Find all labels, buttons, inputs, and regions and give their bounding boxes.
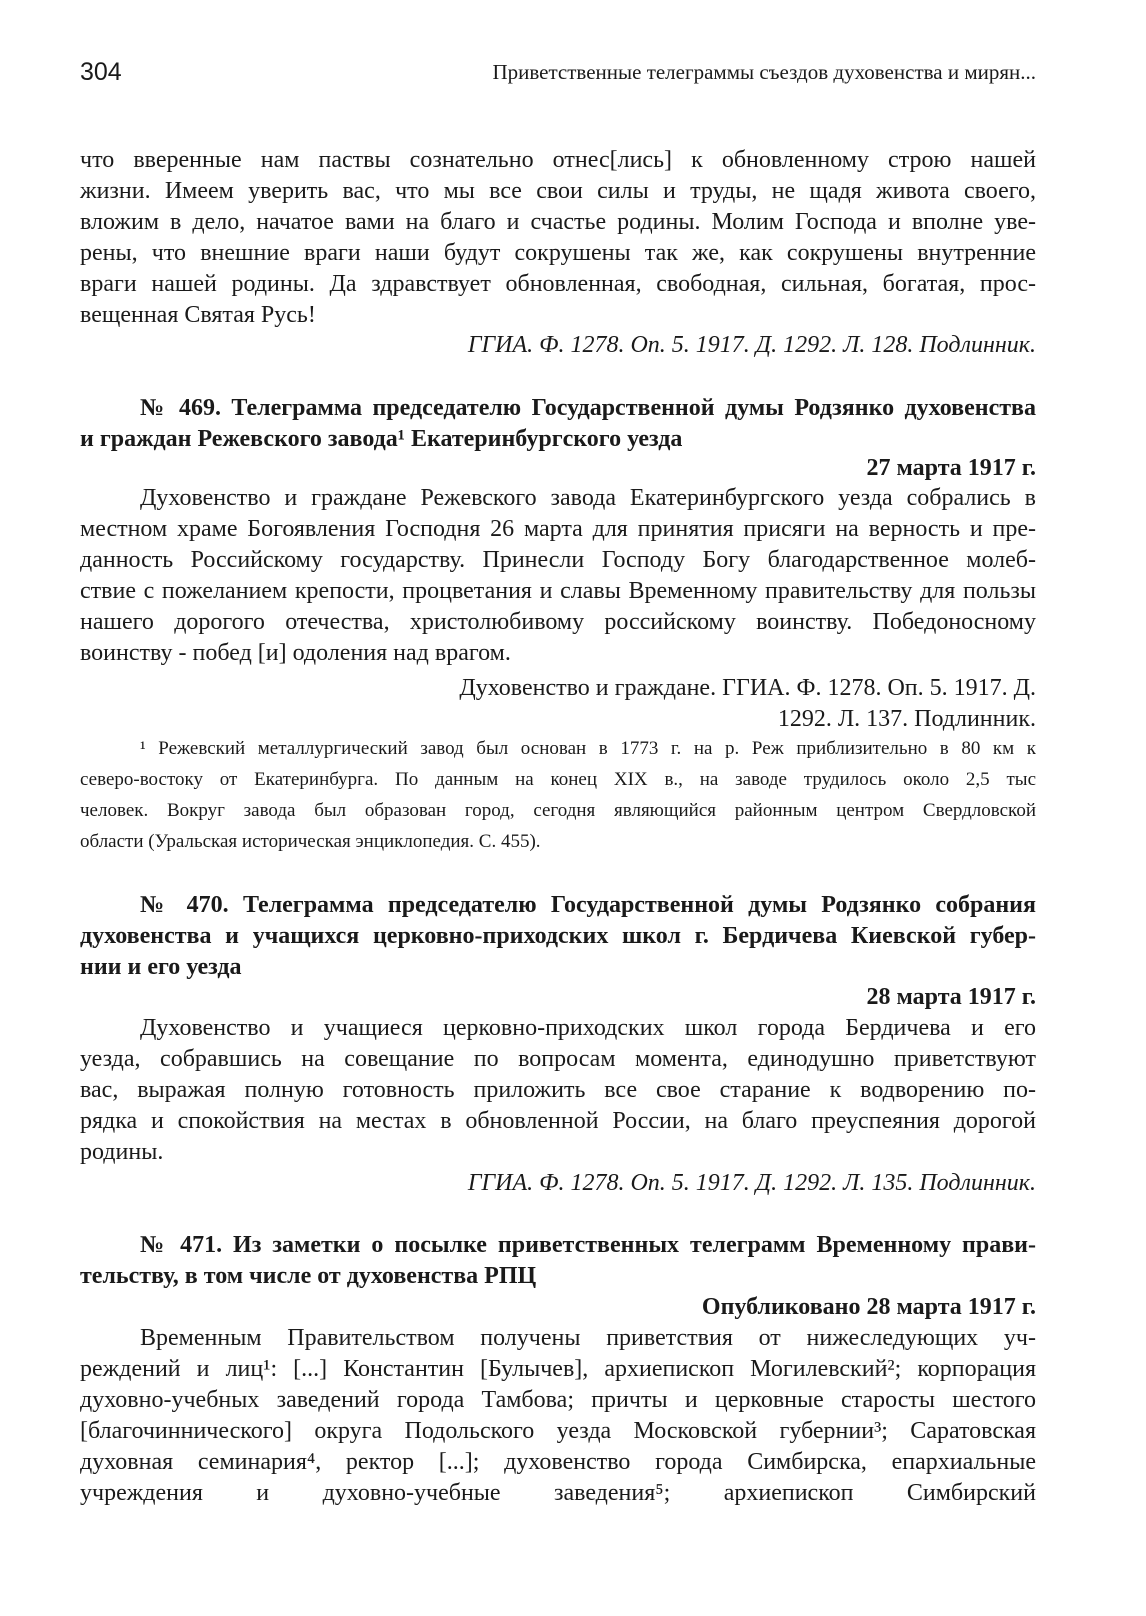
text-line: реждений и лиц¹: [...] Константин [Булычев], архиепископ Могилевский²; корпорация <box>80 1356 1036 1382</box>
text-line: № 470. Телеграмма председателю Государственной думы Родзянко собрания <box>140 892 1036 918</box>
text-line: 28 марта 1917 г. <box>866 984 1036 1010</box>
section-src1 <box>80 330 1036 361</box>
text-line: родины. <box>80 1139 164 1165</box>
text-line: Духовенство и учащиеся церковно-приходских школ города Бердичева и его <box>140 1015 1036 1041</box>
text-line: № 471. Из заметки о посылке приветственных телеграмм Временному прави- <box>140 1232 1036 1258</box>
text-line: жизни. Имеем уверить вас, что мы все свои силы и труды, не щадя живота своего, <box>80 178 1036 204</box>
text-line: рядка и спокойствия на местах в обновленной России, на благо преуспеяния дорогой <box>80 1108 1036 1134</box>
section-d471 <box>80 1292 1036 1323</box>
text-line: Духовенство и граждане. ГГИА. Ф. 1278. Оп. 5. 1917. Д. <box>459 675 1036 701</box>
text-line: местном храме Богоявления Господня 26 марта для принятия присяги на верность и пре- <box>80 516 1036 542</box>
text-line: вас, выражая полную готовность приложить все свое старание к водворению по- <box>80 1077 1036 1103</box>
text-line: духовно-учебных заведений города Тамбова; причты и церковные старосты шестого <box>80 1387 1036 1413</box>
text-line: ¹ Режевский металлургический завод был основан в 1773 г. на р. Реж приблизительно в 80 км к <box>140 738 1036 759</box>
text-line: № 469. Телеграмма председателю Государственной думы Родзянко духовенства <box>140 395 1036 421</box>
section-p1 <box>80 145 1036 331</box>
text-line: нии и его уезда <box>80 954 242 980</box>
section-d469 <box>80 453 1036 484</box>
text-line: данность Российскому государству. Принесли Господу Богу благодарственное молеб- <box>80 547 1036 573</box>
text-line: [благочиннического] округа Подольского уезда Московской губернии³; Саратовская <box>80 1418 1036 1444</box>
section-h470 <box>80 890 1036 983</box>
text-line: духовенства и учащихся церковно-приходских школ г. Бердичева Киевской губер- <box>80 923 1036 949</box>
section-fn469 <box>80 733 1036 857</box>
text-line: духовная семинария⁴, ректор [...]; духовенство города Симбирска, епархиальные <box>80 1449 1036 1475</box>
text-line: ГГИА. Ф. 1278. Оп. 5. 1917. Д. 1292. Л. 128. Подлинник. <box>467 332 1036 358</box>
section-h471 <box>80 1230 1036 1292</box>
text-line: северо-востоку от Екатеринбурга. По данным на конец XIX в., на заводе трудилось около 2,5 тыс <box>80 769 1036 790</box>
text-line: 1292. Л. 137. Подлинник. <box>777 706 1036 732</box>
section-h469 <box>80 393 1036 455</box>
text-line: тельству, в том числе от духовенства РПЦ <box>80 1263 537 1289</box>
page-number: 304 <box>80 58 122 86</box>
text-line: воинству - побед [и] одоления над врагом. <box>80 640 511 666</box>
text-line: Духовенство и граждане Режевского завода Екатеринбургского уезда собрались в <box>140 485 1036 511</box>
section-d470 <box>80 982 1036 1013</box>
section-src470 <box>80 1168 1036 1199</box>
text-line: Временным Правительством получены приветствия от нижеследующих уч- <box>140 1325 1036 1351</box>
section-p469 <box>80 483 1036 669</box>
text-line: уезда, собравшись на совещание по вопросам момента, единодушно приветствуют <box>80 1046 1036 1072</box>
text-line: что вверенные нам паствы сознательно отнес[лись] к обновленному строю нашей <box>80 147 1036 173</box>
text-line: ГГИА. Ф. 1278. Оп. 5. 1917. Д. 1292. Л. 135. Подлинник. <box>467 1170 1036 1196</box>
text-line: и граждан Режевского завода¹ Екатеринбургского уезда <box>80 426 683 452</box>
text-line: 27 марта 1917 г. <box>866 455 1036 481</box>
text-line: нашего дорогого отечества, христолюбивому российскому воинству. Победоносному <box>80 609 1036 635</box>
text-line: человек. Вокруг завода был образован город, сегодня являющийся районным центром Свердловской <box>80 800 1036 821</box>
section-p470 <box>80 1013 1036 1168</box>
text-line: вещенная Святая Русь! <box>80 302 316 328</box>
section-src469 <box>80 673 1036 735</box>
text-line: ствие с пожеланием крепости, процветания и славы Временному правительству для пользы <box>80 578 1036 604</box>
text-line: вложим в дело, начатое вами на благо и счастье родины. Молим Господа и вполне уве- <box>80 209 1036 235</box>
text-line: враги нашей родины. Да здравствует обновленная, свободная, сильная, богатая, прос- <box>80 271 1036 297</box>
text-line: области (Уральская историческая энциклопедия. С. 455). <box>80 831 541 852</box>
section-p471 <box>80 1323 1036 1509</box>
text-line: Опубликовано 28 марта 1917 г. <box>701 1294 1036 1320</box>
running-title: Приветственные телеграммы съездов духовенства и мирян... <box>492 60 1036 84</box>
text-line: рены, что внешние враги наши будут сокрушены так же, как сокрушены внутренние <box>80 240 1036 266</box>
text-line: учреждения и духовно-учебные заведения⁵; архиепископ Симбирский <box>80 1480 1036 1506</box>
